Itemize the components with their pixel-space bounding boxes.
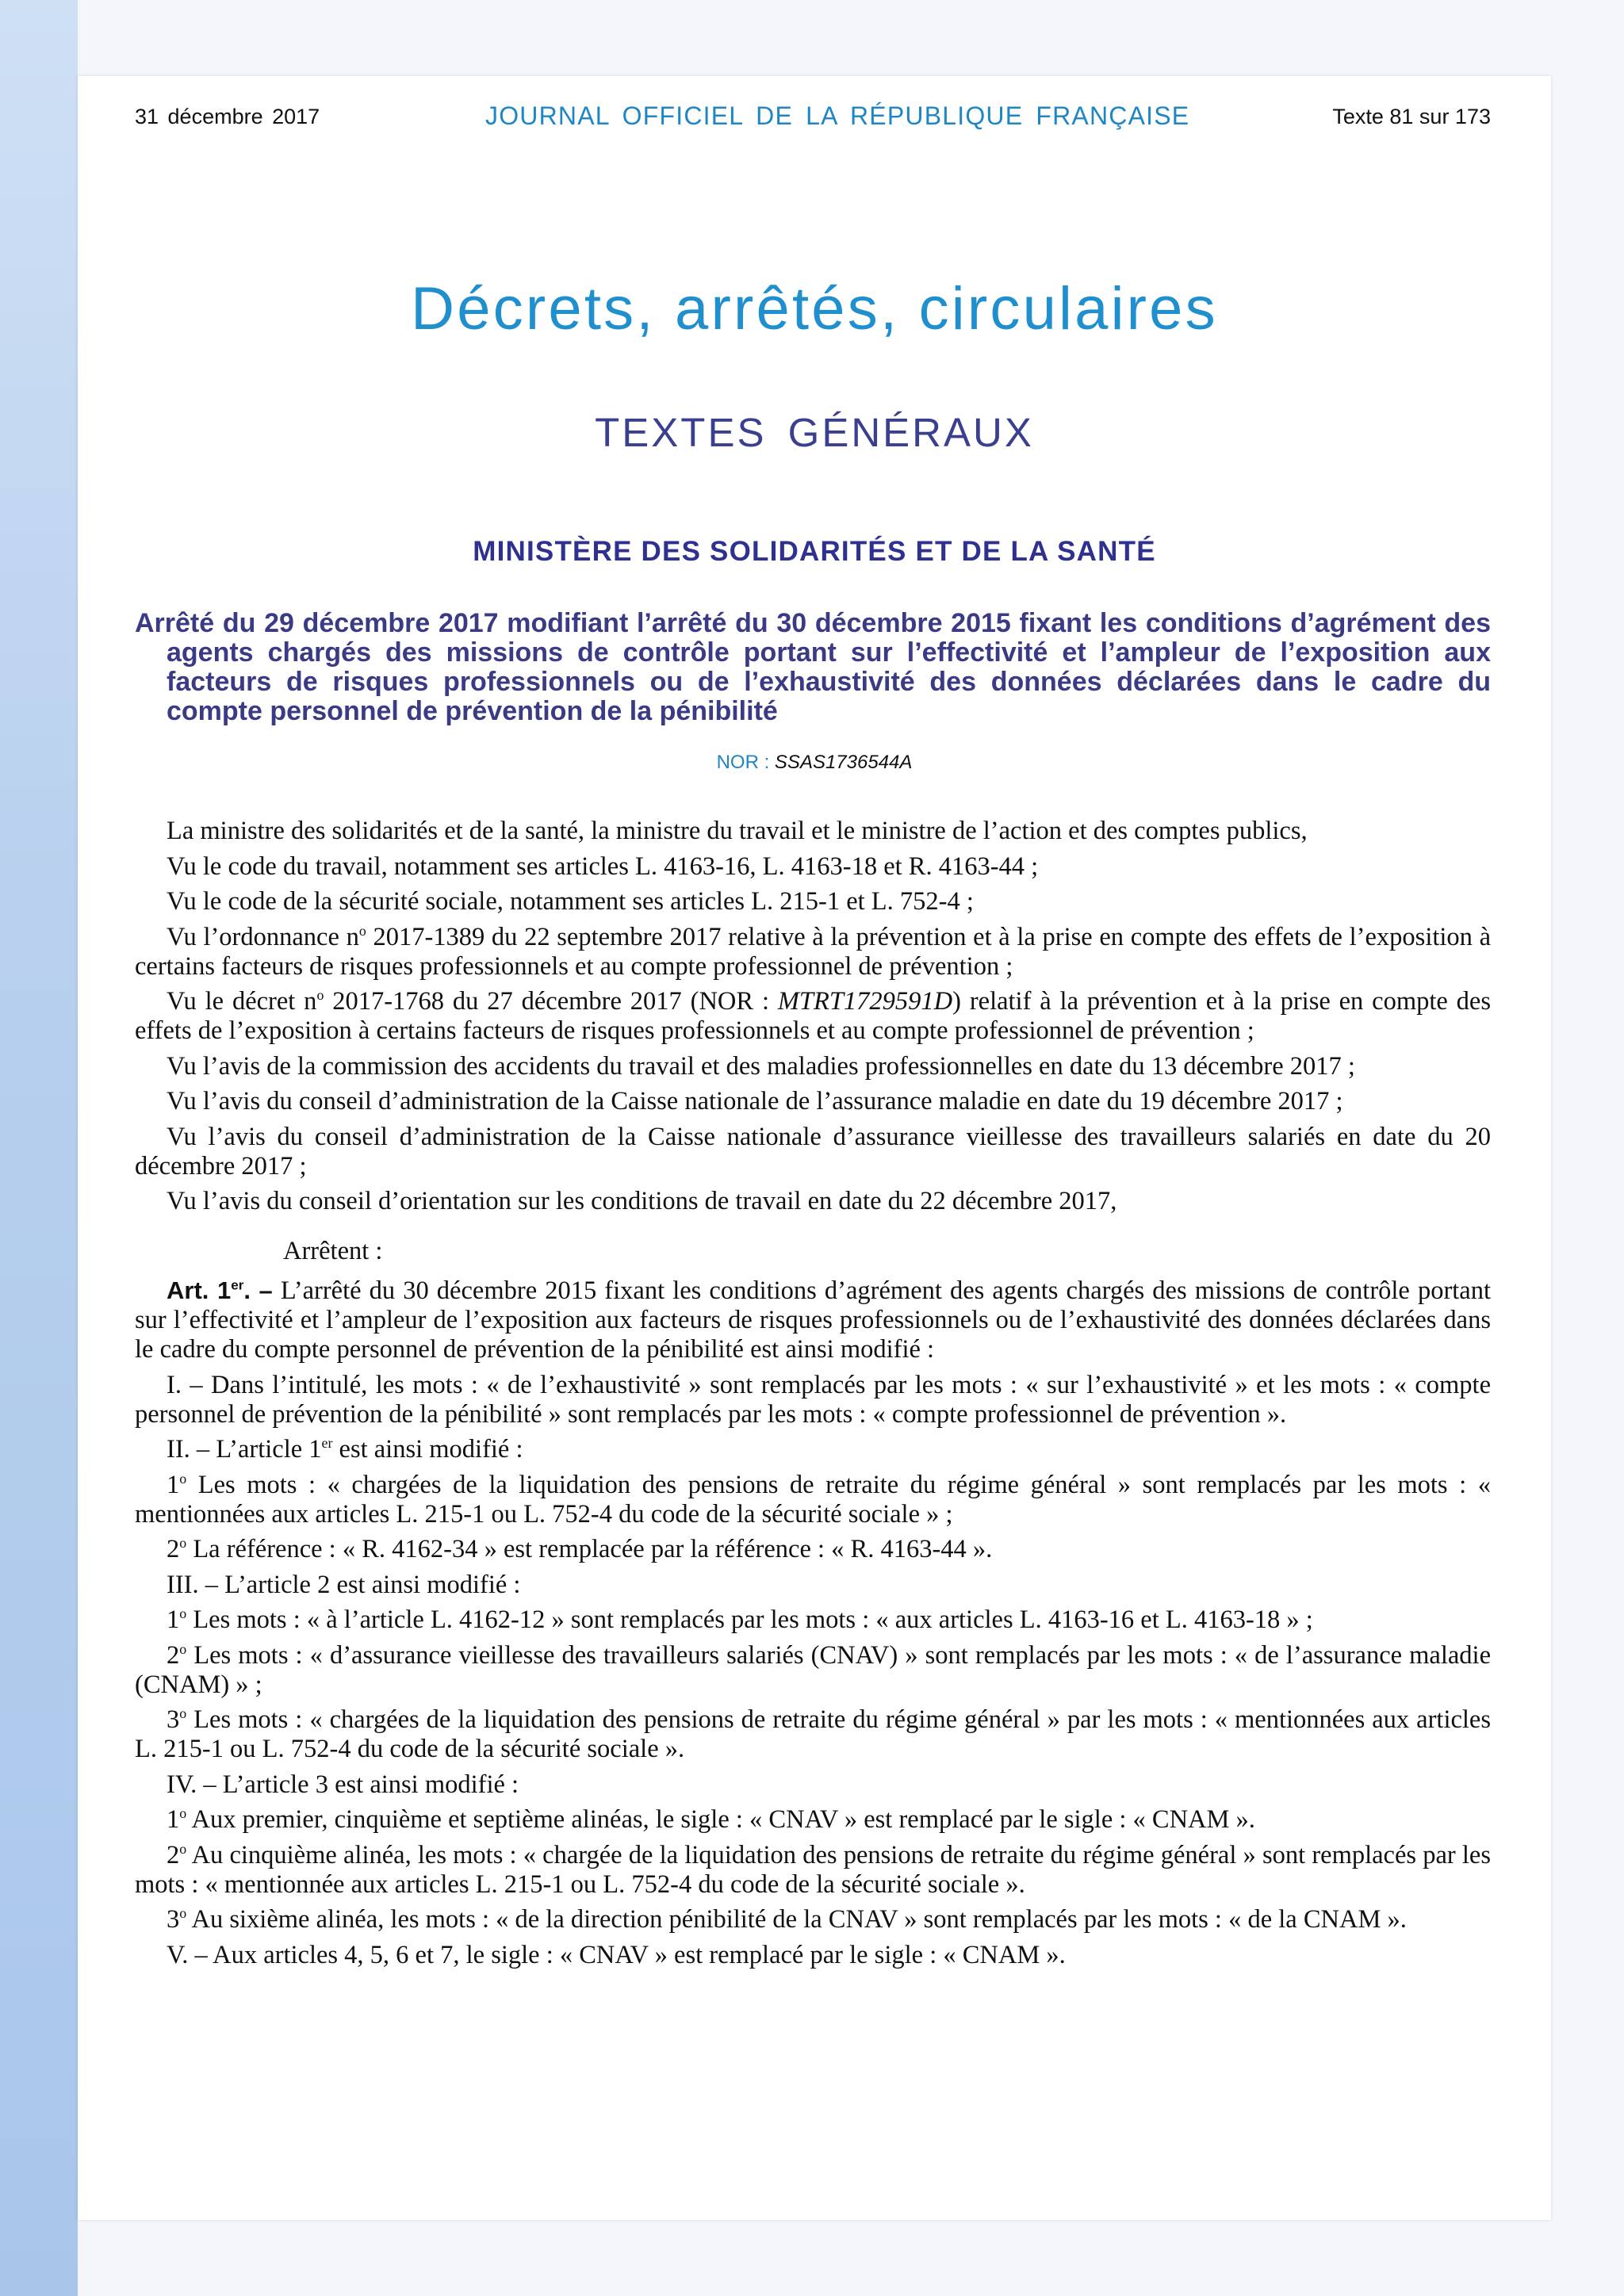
item-number: 2 [167,1535,180,1563]
article-1-intro [135,1276,1491,1364]
superscript: o [316,987,324,1004]
item-number: 2 [167,1840,180,1869]
item-text: La référence : « R. 4162-34 » est remplacée par la référence : « R. 4163-44 ». [186,1535,993,1563]
item-text: Aux premier, cinquième et septième alinéas, le sigle : « CNAV » est remplacé par le sigle : « CNAM ». [186,1805,1255,1834]
article-1-point-IV-1 [135,1805,1491,1835]
visa-ordonnance-end: 2017-1389 du 22 septembre 2017 relative à la prévention et à la prise en compte des effets de l’exposition à certains facteurs de risques professionnels et au compte professionnel de prévention ; [135,922,1492,981]
item-number: 3 [167,1705,180,1734]
header-text-number: Texte 81 sur 173 [1332,105,1491,128]
document-body [135,817,1491,1976]
visa-decret [135,987,1491,1046]
visa-code-travail: Vu le code du travail, notamment ses articles L. 4163-16, L. 4163-18 et R. 4163-44 ; [167,851,1039,881]
article-1-point-III-2 [135,1641,1491,1700]
article-1-point-V: V. – Aux articles 4, 5, 6 et 7, le sigle : « CNAV » est remplacé par le sigle : « CNAM ». [167,1940,1066,1969]
article-1-label-dash: . – [243,1276,273,1304]
superscript: o [179,1840,187,1857]
point-II-start: II. – L’article 1 [167,1435,322,1464]
article-1-point-IV: IV. – L’article 3 est ainsi modifié : [167,1770,519,1799]
visa-decret-nor: MTRT1729591D [777,987,953,1016]
visa-decret-mid: 2017-1768 du 27 décembre 2017 (NOR : [324,987,778,1016]
superscript: o [179,1905,187,1922]
item-number: 1 [167,1470,180,1499]
visa-ordonnance-start: Vu l’ordonnance n [167,922,359,951]
visa-avis-cnam: Vu l’avis du conseil d’administration de la Caisse nationale de l’assurance maladie en date du 19 décembre 2017 ; [167,1087,1343,1115]
visa-avis-cnav: Vu l’avis du conseil d’administration de la Caisse nationale d’assurance vieillesse des travailleurs salariés en date du 20 décembre 2017 ; [135,1122,1491,1181]
header-date: 31 décembre 2017 [135,105,320,128]
article-1-point-III-1 [135,1605,1491,1635]
header-journal-title: JOURNAL OFFICIEL DE LA RÉPUBLIQUE FRANÇAISE [485,101,1190,130]
item-number: 1 [167,1605,180,1634]
nor-reference [78,752,1551,774]
visa-decret-start: Vu le décret n [167,987,317,1016]
item-text: Les mots : « d’assurance vieillesse des travailleurs salariés (CNAV) » sont remplacés par les mots : « de l’assurance maladie (CNAM) » ; [135,1640,1491,1699]
visa-avis-coct: Vu l’avis du conseil d’orientation sur les conditions de travail en date du 22 décembre 2017, [167,1187,1117,1215]
superscript: o [179,1705,187,1722]
section-title: TEXTES GÉNÉRAUX [595,410,1034,455]
article-1-label-text: Art. 1 [167,1276,232,1304]
document-page [78,76,1551,2220]
nor-label: NOR : [716,752,775,773]
point-II-end: est ainsi modifié : [332,1435,523,1464]
item-number: 1 [167,1805,180,1834]
visa-decret-end: ) relatif à la prévention et à la prise en compte des effets de l’exposition à certains facteurs de risques professionnels et au compte professionnel de prévention ; [135,987,1492,1045]
visa-code-securite-sociale: Vu le code de la sécurité sociale, notamment ses articles L. 215-1 et L. 752-4 ; [167,887,974,916]
item-text: Au sixième alinéa, les mots : « de la direction pénibilité de la CNAV » sont remplacés par les mots : « de la CNAM ». [186,1905,1407,1934]
arretent: Arrêtent : [283,1237,383,1265]
item-number: 3 [167,1905,180,1934]
article-1-intro-text: L’arrêté du 30 décembre 2015 fixant les conditions d’agrément des agents chargés des missions de contrôle portant sur l’effectivité et l’ampleur de l’exposition aux facteurs de risques professionnels ou de l’exhaustivité des données déclarées dans le cadre du compte personnel de prévention de la pénibilité est ainsi modifié : [135,1276,1492,1364]
nor-value: SSAS1736544A [774,752,913,773]
item-text: Les mots : « à l’article L. 4162-12 » sont remplacés par les mots : « aux articles L. 4163-16 et L. 4163-18 » ; [186,1605,1313,1634]
item-text: Les mots : « chargées de la liquidation des pensions de retraite du régime général » par les mots : « mentionnées aux articles L. 215-1 ou L. 752-4 du code de la sécurité sociale ». [135,1705,1491,1763]
ministry-title: MINISTÈRE DES SOLIDARITÉS ET DE LA SANTÉ [473,536,1156,567]
superscript: o [358,922,366,939]
arrete-title: Arrêté du 29 décembre 2017 modifiant l’arrêté du 30 décembre 2015 fixant les conditions d’agrément des agents chargés des missions de contrôle portant sur l’effectivité et l’ampleur de l’exposition aux facteurs de risques professionnels ou de l’exhaustivité des données déclarées dans le cadre du compte personnel de prévention de la pénibilité [135,608,1491,726]
superscript: er [321,1435,333,1452]
left-margin-band [0,0,78,2296]
visa-avis-commission: Vu l’avis de la commission des accidents du travail et des maladies professionnelles en date du 13 décembre 2017 ; [167,1051,1355,1081]
article-1-point-II-2 [135,1535,1491,1564]
page-header [135,97,1491,136]
article-1-point-IV-3 [135,1905,1491,1934]
visa-ordonnance [135,923,1491,982]
item-number: 2 [167,1640,180,1670]
article-1-point-III-3 [135,1705,1491,1764]
article-1-point-II [135,1435,1491,1464]
superscript: o [179,1605,187,1622]
main-title: Décrets, arrêtés, circulaires [411,275,1218,342]
visa-ministres: La ministre des solidarités et de la santé, la ministre du travail et le ministre de l’action et des comptes publics, [167,817,1308,845]
article-1-point-IV-2 [135,1841,1491,1900]
article-1-label [167,1276,273,1304]
superscript: o [179,1470,187,1487]
superscript: o [179,1805,187,1822]
article-1-point-II-1 [135,1471,1491,1529]
item-text: Au cinquième alinéa, les mots : « chargée de la liquidation des pensions de retraite du régime général » sont remplacés par les mots : « mentionnée aux articles L. 215-1 ou L. 752-4 du code de la sécurité sociale ». [135,1840,1491,1899]
item-text: Les mots : « chargées de la liquidation des pensions de retraite du régime général » sont remplacés par les mots : « mentionnées aux articles L. 215-1 ou L. 752-4 du code de la sécurité sociale » ; [135,1470,1491,1529]
superscript: o [179,1640,187,1657]
article-1-point-III: III. – L’article 2 est ainsi modifié : [167,1570,521,1599]
superscript: er [231,1277,244,1293]
superscript: o [179,1535,187,1552]
article-1-point-I: I. – Dans l’intitulé, les mots : « de l’exhaustivité » sont remplacés par les mots : « sur l’exhaustivité » et les mots : « compte personnel de prévention de la pénibilité » sont remplacés par les mots : « compte professionnel de prévention ». [135,1370,1491,1429]
